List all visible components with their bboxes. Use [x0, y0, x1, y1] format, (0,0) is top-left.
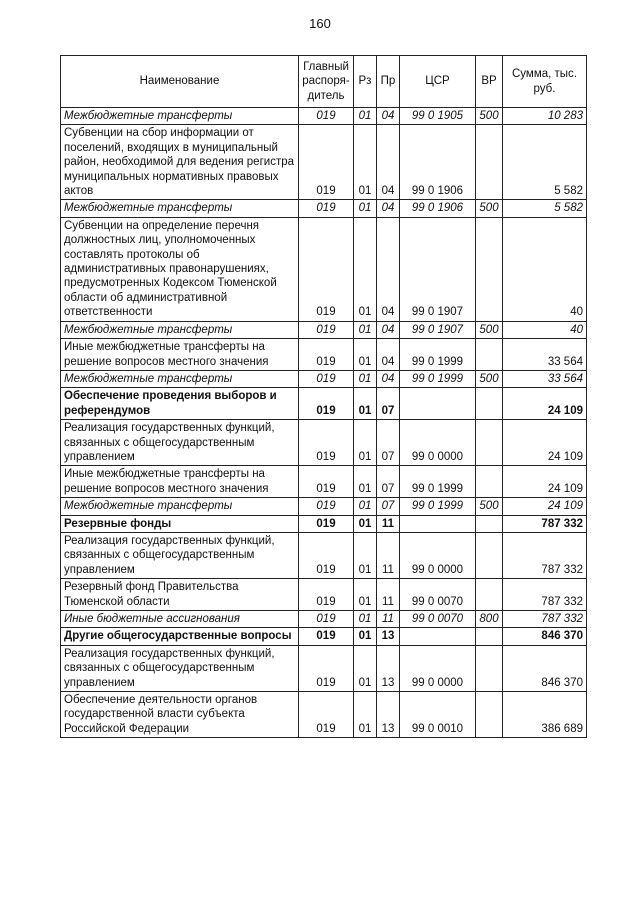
cell-csr: 99 0 1906 — [400, 200, 476, 217]
cell-manager: 019 — [299, 388, 354, 420]
cell-sum: 5 582 — [503, 200, 587, 217]
cell-pr: 13 — [377, 628, 400, 645]
cell-vr — [476, 125, 503, 200]
cell-vr — [476, 692, 503, 738]
cell-manager: 019 — [299, 515, 354, 532]
cell-rz: 01 — [354, 217, 377, 321]
cell-vr: 500 — [476, 321, 503, 338]
table-row — [61, 217, 587, 321]
cell-vr — [476, 217, 503, 321]
cell-vr: 500 — [476, 498, 503, 515]
cell-vr: 500 — [476, 200, 503, 217]
cell-pr: 04 — [377, 217, 400, 321]
header-name: Наименование — [61, 56, 299, 108]
cell-vr — [476, 628, 503, 645]
cell-sum: 24 109 — [503, 420, 587, 466]
cell-pr: 13 — [377, 692, 400, 738]
cell-vr — [476, 466, 503, 498]
cell-sum: 846 370 — [503, 628, 587, 645]
table-row — [61, 692, 587, 738]
cell-name: Межбюджетные трансферты — [61, 321, 299, 338]
table-row — [61, 498, 587, 515]
cell-pr: 04 — [377, 108, 400, 125]
cell-sum: 33 564 — [503, 370, 587, 387]
cell-name: Резервный фонд Правительства Тюменской области — [61, 579, 299, 611]
table-body — [61, 108, 587, 738]
cell-vr — [476, 388, 503, 420]
cell-csr: 99 0 1999 — [400, 370, 476, 387]
cell-rz: 01 — [354, 532, 377, 578]
header-vr: ВР — [476, 56, 503, 108]
cell-rz: 01 — [354, 515, 377, 532]
cell-name: Реализация государственных функций, связанных с общегосударственным управлением — [61, 420, 299, 466]
cell-name: Другие общегосударственные вопросы — [61, 628, 299, 645]
cell-rz: 01 — [354, 579, 377, 611]
cell-pr: 07 — [377, 466, 400, 498]
cell-rz: 01 — [354, 388, 377, 420]
cell-manager: 019 — [299, 579, 354, 611]
cell-rz: 01 — [354, 692, 377, 738]
cell-sum: 386 689 — [503, 692, 587, 738]
cell-rz: 01 — [354, 498, 377, 515]
cell-pr: 13 — [377, 645, 400, 691]
cell-pr: 04 — [377, 125, 400, 200]
table-row — [61, 370, 587, 387]
cell-manager: 019 — [299, 692, 354, 738]
cell-name: Межбюджетные трансферты — [61, 498, 299, 515]
cell-sum: 24 109 — [503, 466, 587, 498]
cell-pr: 07 — [377, 388, 400, 420]
header-manager: Главный распоря-дитель — [299, 56, 354, 108]
header-pr: Пр — [377, 56, 400, 108]
cell-pr: 04 — [377, 321, 400, 338]
cell-pr: 04 — [377, 339, 400, 371]
cell-name: Межбюджетные трансферты — [61, 370, 299, 387]
cell-sum: 40 — [503, 321, 587, 338]
cell-manager: 019 — [299, 217, 354, 321]
cell-vr: 500 — [476, 370, 503, 387]
table-row — [61, 645, 587, 691]
header-rz: Рз — [354, 56, 377, 108]
cell-name: Межбюджетные трансферты — [61, 108, 299, 125]
cell-name: Реализация государственных функций, связанных с общегосударственным управлением — [61, 645, 299, 691]
cell-csr: 99 0 0070 — [400, 611, 476, 628]
table-row — [61, 125, 587, 200]
cell-csr: 99 0 0000 — [400, 645, 476, 691]
budget-table — [60, 55, 587, 738]
cell-sum: 40 — [503, 217, 587, 321]
cell-rz: 01 — [354, 628, 377, 645]
table-row — [61, 579, 587, 611]
table-row — [61, 200, 587, 217]
cell-manager: 019 — [299, 339, 354, 371]
cell-csr: 99 0 0010 — [400, 692, 476, 738]
cell-sum: 24 109 — [503, 388, 587, 420]
cell-rz: 01 — [354, 466, 377, 498]
cell-vr: 500 — [476, 108, 503, 125]
cell-pr: 11 — [377, 515, 400, 532]
header-row — [61, 56, 587, 108]
cell-manager: 019 — [299, 498, 354, 515]
cell-csr — [400, 388, 476, 420]
cell-rz: 01 — [354, 321, 377, 338]
cell-rz: 01 — [354, 125, 377, 200]
cell-sum: 787 332 — [503, 532, 587, 578]
cell-manager: 019 — [299, 125, 354, 200]
cell-rz: 01 — [354, 370, 377, 387]
cell-csr: 99 0 1999 — [400, 339, 476, 371]
cell-rz: 01 — [354, 645, 377, 691]
cell-manager: 019 — [299, 420, 354, 466]
cell-csr — [400, 515, 476, 532]
cell-csr: 99 0 1905 — [400, 108, 476, 125]
table-row — [61, 466, 587, 498]
cell-csr: 99 0 0070 — [400, 579, 476, 611]
cell-sum: 10 283 — [503, 108, 587, 125]
cell-rz: 01 — [354, 611, 377, 628]
cell-name: Иные бюджетные ассигнования — [61, 611, 299, 628]
cell-rz: 01 — [354, 200, 377, 217]
cell-vr — [476, 515, 503, 532]
cell-sum: 846 370 — [503, 645, 587, 691]
cell-rz: 01 — [354, 108, 377, 125]
cell-name: Субвенции на сбор информации от поселений, входящих в муниципальный район, необходимой для ведения регистра муниципальных нормативных правовых актов — [61, 125, 299, 200]
table-row — [61, 108, 587, 125]
cell-pr: 11 — [377, 532, 400, 578]
cell-manager: 019 — [299, 628, 354, 645]
cell-sum: 787 332 — [503, 515, 587, 532]
cell-manager: 019 — [299, 321, 354, 338]
cell-manager: 019 — [299, 466, 354, 498]
cell-name: Реализация государственных функций, связанных с общегосударственным управлением — [61, 532, 299, 578]
table-row — [61, 532, 587, 578]
cell-name: Иные межбюджетные трансферты на решение вопросов местного значения — [61, 466, 299, 498]
cell-name: Обеспечение деятельности органов государственной власти субъекта Российской Федерации — [61, 692, 299, 738]
cell-name: Иные межбюджетные трансферты на решение вопросов местного значения — [61, 339, 299, 371]
cell-manager: 019 — [299, 532, 354, 578]
cell-csr — [400, 628, 476, 645]
cell-csr: 99 0 0000 — [400, 420, 476, 466]
cell-manager: 019 — [299, 108, 354, 125]
cell-sum: 787 332 — [503, 611, 587, 628]
table-row — [61, 611, 587, 628]
cell-csr: 99 0 1999 — [400, 498, 476, 515]
table-row — [61, 420, 587, 466]
cell-name: Межбюджетные трансферты — [61, 200, 299, 217]
cell-pr: 07 — [377, 498, 400, 515]
table-row — [61, 339, 587, 371]
header-sum: Сумма, тыс. руб. — [503, 56, 587, 108]
cell-manager: 019 — [299, 645, 354, 691]
header-csr: ЦСР — [400, 56, 476, 108]
cell-csr: 99 0 1907 — [400, 217, 476, 321]
cell-vr — [476, 579, 503, 611]
cell-vr: 800 — [476, 611, 503, 628]
cell-name: Резервные фонды — [61, 515, 299, 532]
cell-name: Субвенции на определение перечня должностных лиц, уполномоченных составлять протоколы об административных правонарушениях, предусмотренных Кодексом Тюменской области об административной ответственности — [61, 217, 299, 321]
cell-csr: 99 0 1906 — [400, 125, 476, 200]
cell-name: Обеспечение проведения выборов и референдумов — [61, 388, 299, 420]
table-row — [61, 388, 587, 420]
cell-manager: 019 — [299, 200, 354, 217]
cell-pr: 11 — [377, 611, 400, 628]
cell-vr — [476, 645, 503, 691]
cell-csr: 99 0 0000 — [400, 532, 476, 578]
cell-csr: 99 0 1907 — [400, 321, 476, 338]
cell-sum: 5 582 — [503, 125, 587, 200]
cell-sum: 33 564 — [503, 339, 587, 371]
table-row — [61, 628, 587, 645]
cell-vr — [476, 420, 503, 466]
cell-manager: 019 — [299, 611, 354, 628]
cell-pr: 04 — [377, 370, 400, 387]
cell-pr: 11 — [377, 579, 400, 611]
cell-manager: 019 — [299, 370, 354, 387]
cell-rz: 01 — [354, 339, 377, 371]
table-row — [61, 515, 587, 532]
page-number: 160 — [309, 16, 331, 31]
cell-vr — [476, 339, 503, 371]
cell-rz: 01 — [354, 420, 377, 466]
cell-pr: 07 — [377, 420, 400, 466]
table-row — [61, 321, 587, 338]
cell-pr: 04 — [377, 200, 400, 217]
cell-sum: 24 109 — [503, 498, 587, 515]
cell-sum: 787 332 — [503, 579, 587, 611]
cell-vr — [476, 532, 503, 578]
cell-csr: 99 0 1999 — [400, 466, 476, 498]
